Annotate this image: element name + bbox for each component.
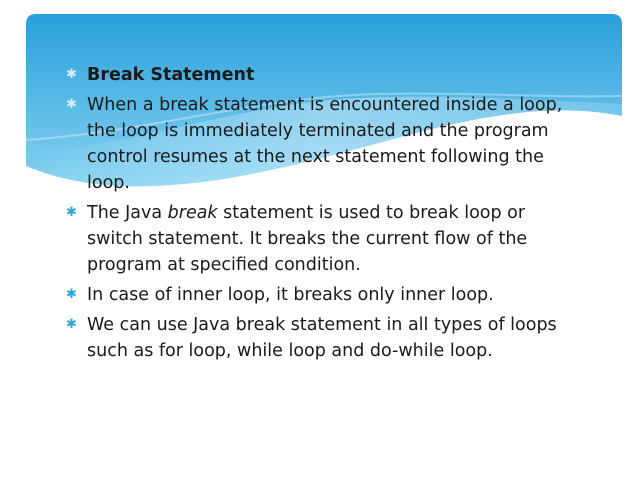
- bullet-item: [66, 282, 576, 308]
- bullet-text-pre: The Java: [87, 203, 168, 223]
- bullet-item: [66, 62, 576, 88]
- asterisk-bullet-icon: ✱: [66, 287, 77, 302]
- bullet-text: When a break statement is encountered inside a loop, the loop is immediately terminated and the program control resumes at the next statement following the loop.: [87, 95, 563, 193]
- bullet-text-emphasis: break: [167, 203, 218, 223]
- bullet-text: Break Statement: [87, 65, 255, 85]
- bullet-text-post: statement is used to break loop or switch statement. It breaks the current flow of the program at specified condition.: [87, 203, 528, 275]
- bullet-item: [66, 200, 576, 278]
- bullet-text: In case of inner loop, it breaks only inner loop.: [87, 285, 494, 305]
- bullet-list: [66, 62, 576, 368]
- asterisk-bullet-icon: ✱: [66, 317, 77, 332]
- asterisk-bullet-icon: ✱: [66, 205, 77, 220]
- bullet-item: [66, 312, 576, 364]
- bullet-item: [66, 92, 576, 196]
- asterisk-bullet-icon: ✱: [66, 97, 77, 112]
- bullet-text: We can use Java break statement in all types of loops such as for loop, while loop and do-while loop.: [87, 315, 557, 361]
- asterisk-bullet-icon: ✱: [66, 67, 77, 82]
